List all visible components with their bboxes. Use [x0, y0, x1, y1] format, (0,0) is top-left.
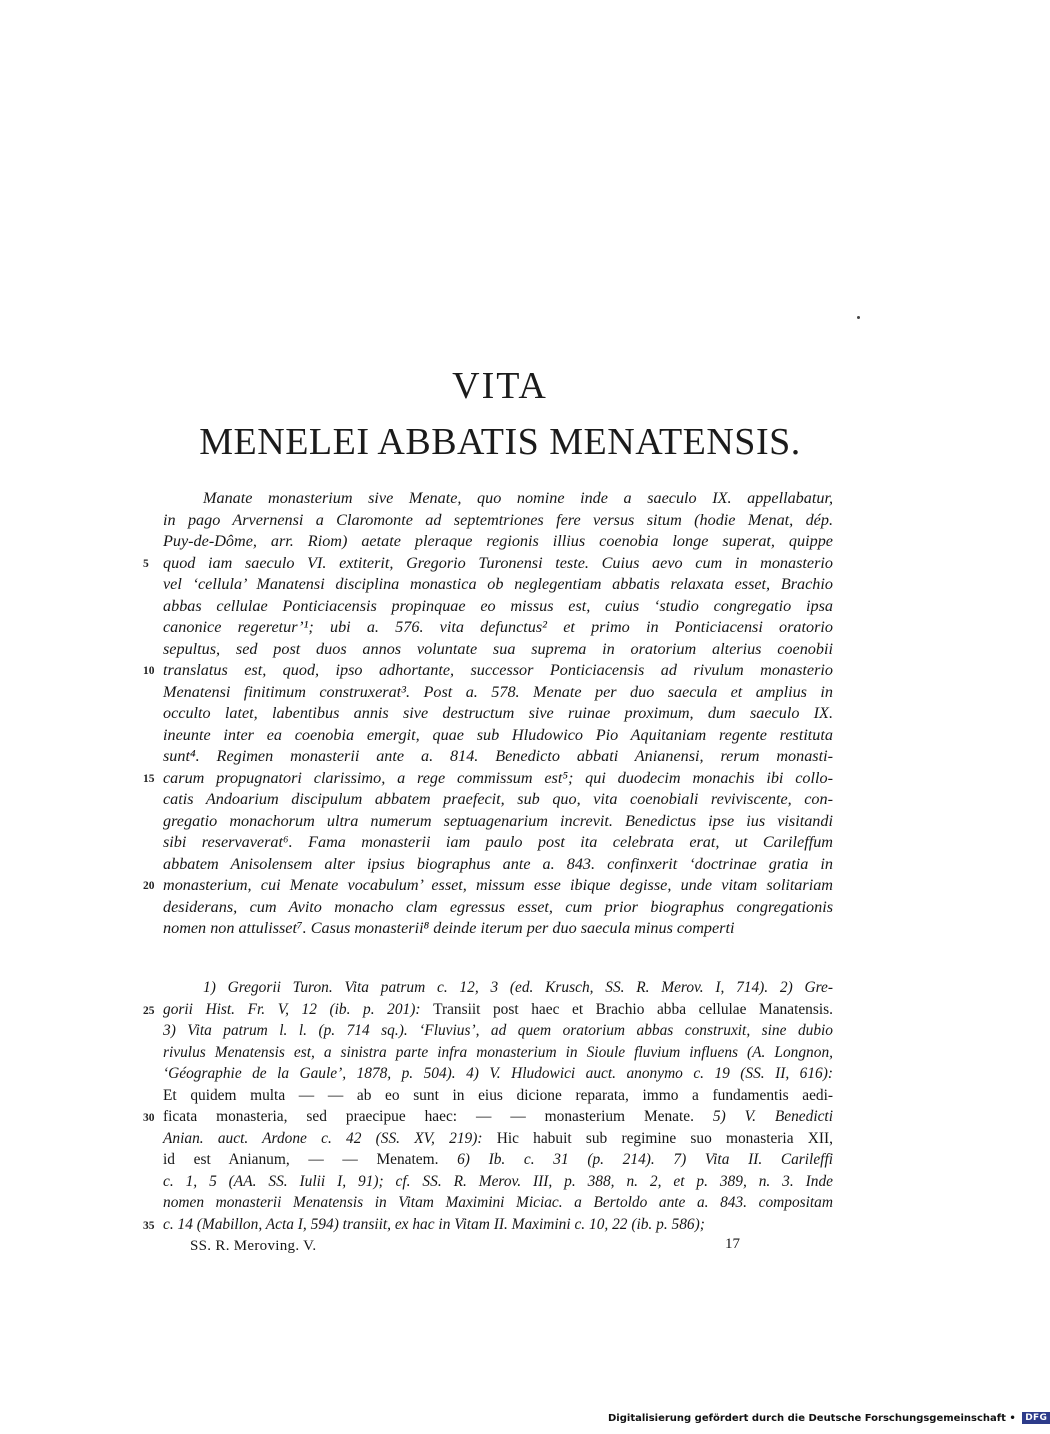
footnote-citation: 3) Vita patrum l. l. (p. 714 sq.). ‘Fluvius’, ad quem oratorium abbas construxit, sine dubio — [163, 1022, 833, 1039]
body-line: ineunte inter ea coenobia emergit, quae sub Hludowico Pio Aquitaniam regente restituta — [163, 725, 833, 744]
footnote-citation: nomen monasterii Menatensis in Vitam Maximini Miciac. a Bertoldo ante a. 843. compositam — [163, 1194, 833, 1211]
footnote-quote: id est Anianum, — — Menatem. — [163, 1151, 458, 1168]
footnote-citation: Anian. auct. Ardone c. 42 (SS. XV, 219): — [163, 1129, 497, 1147]
footnote-line — [163, 1086, 833, 1106]
body-line: sepultus, sed post duos annos voluntate sua suprema in oratorium alterius coenobii — [163, 639, 833, 658]
line-number: 10 — [143, 665, 155, 677]
body-line: desiderans, cum Avito monacho clam egressus esset, cum prior biographus congregationis — [163, 897, 833, 916]
body-line: nomen non attulisset⁷. Casus monasterii⁸ deinde iterum per duo saecula minus comperti — [163, 919, 735, 937]
body-line: canonice regeretur’¹; ubi a. 576. vita defunctus² et primo in Ponticiacensi oratorio — [163, 618, 833, 636]
footnote-quote: Hic habuit sub regimine suo monasteria XII, — [496, 1129, 833, 1147]
footnote-citation: c. 14 (Mabillon, Acta I, 594) transiit, ex hac in Vitam II. Maximini c. 10, 22 (ib. p. 586); — [163, 1215, 705, 1233]
footnote-line — [203, 978, 833, 998]
footnote-line — [163, 1150, 833, 1170]
body-line: vel ‘cellula’ Manatensi disciplina monastica ob neglegentiam abbatis relaxata esset, Brachio — [163, 575, 833, 593]
body-line: Puy-de-Dôme, arr. Riom) aetate pleraque regionis illius coenobia longe superat, quippe — [163, 532, 833, 550]
footnote-line — [163, 1107, 833, 1127]
footnote-line — [163, 1021, 833, 1041]
footnote-citation: 1) Gregorii Turon. Vita patrum c. 12, 3 (ed. Krusch, SS. R. Merov. I, 714). 2) Gre- — [203, 979, 833, 996]
title-line-2: MENELEI ABBATIS MENATENSIS. — [199, 421, 801, 463]
footnote-line — [163, 1064, 833, 1084]
footnote-citation: c. 1, 5 (AA. SS. Iulii I, 91); cf. SS. R. Merov. III, p. 388, n. 2, et p. 389, n. 3. Inde — [163, 1172, 833, 1190]
footnote-line — [163, 1043, 833, 1063]
body-line: catis Andoarium discipulum abbatem praefecit, sub quo, vita coenobiali reviviscente, con- — [163, 790, 833, 808]
footnote-quote: Et quidem multa — — ab eo sunt in eius dicione reparata, immo a fundamentis aedi- — [163, 1086, 833, 1104]
body-line: abbatem Anisolensem alter ipsius biographus ante a. 843. confinxerit ‘doctrinae gratia in — [163, 854, 833, 873]
footnote-quote: ficata monasteria, sed praecipue haec: — — monasterium Menate. — [163, 1108, 713, 1125]
dfg-logo: DFG — [1022, 1412, 1050, 1424]
body-line: sunt⁴. Regimen monasterii ante a. 814. Benedicto abbati Anianensi, rerum monasti- — [163, 747, 833, 765]
footnote-citation: gorii Hist. Fr. V, 12 (ib. p. 201): — [163, 1000, 434, 1018]
body-line: in pago Arvernensi a Claromonte ad septemtriones fere versus situm (hodie Menat, dép. — [163, 510, 833, 529]
footnote-quote: Transiit post haec et Brachio abba cellulae Manatensis. — [433, 1000, 833, 1018]
body-line: quod iam saeculo VI. extiterit, Gregorio Turonensi teste. Cuius aevo cum in monasterio — [163, 553, 833, 572]
line-number: 35 — [143, 1219, 155, 1232]
body-line: occulto latet, labentibus annis sive destructum sive ruinae proximum, dum saeculo IX. — [163, 704, 833, 722]
margin-mark — [857, 316, 860, 319]
page-number: 17 — [725, 1236, 740, 1252]
body-line: gregatio monachorum ultra numerum septuagenarium increvit. Benedictus ipse ius visitandi — [163, 811, 833, 830]
title-line-1: VITA — [452, 365, 548, 407]
footnote-citation: rivulus Menatensis est, a sinistra parte infra monasterium in Sioule fluvium influens (A. Longnon, — [163, 1043, 833, 1061]
body-line: Menatensi finitimum construxerat³. Post a. 578. Menate per duo saecula et amplius in — [163, 682, 833, 701]
footnote-line — [163, 1000, 833, 1020]
digitization-credit — [608, 1412, 1050, 1424]
body-line: monasterium, cui Menate vocabulum’ esset, missum esse ibique degisse, unde vitam solitariam — [163, 876, 833, 894]
line-number: 5 — [143, 557, 149, 570]
body-line: carum propugnatori clarissimo, a rege commissum est⁵; qui duodecim monachis ibi collo- — [163, 768, 833, 787]
footnote-line — [163, 1172, 833, 1192]
line-number: 15 — [143, 772, 155, 785]
body-line: sibi reservaverat⁶. Fama monasterii iam paulo post ita celebrata erat, ut Carileffum — [163, 833, 833, 851]
footnote-line — [163, 1193, 833, 1213]
line-number: 20 — [143, 880, 155, 892]
digitization-text: Digitalisierung gefördert durch die Deutsche Forschungsgemeinschaft • — [608, 1413, 1016, 1424]
body-line: Manate monasterium sive Menate, quo nomine inde a saeculo IX. appellabatur, — [203, 489, 833, 507]
footnote-citation: ‘Géographie de la Gaule’, 1878, p. 504). 4) V. Hludowici auct. anonymo c. 19 (SS. II, 616): — [163, 1065, 833, 1082]
footnote-citation: 6) Ib. c. 31 (p. 214). 7) Vita II. Carileffi — [457, 1151, 833, 1168]
footnote-line — [163, 1215, 833, 1235]
footnote-line — [163, 1129, 833, 1149]
body-line: translatus est, quod, ipso adhortante, successor Ponticiacensis ad rivulum monasterio — [163, 661, 833, 679]
line-number: 30 — [143, 1112, 155, 1124]
footnote-citation: 5) V. Benedicti — [712, 1108, 833, 1125]
line-number: 25 — [143, 1004, 155, 1017]
body-line: abbas cellulae Ponticiacensis propinquae eo missus est, cuius ‘studio congregatio ipsa — [163, 596, 833, 615]
volume-signature: SS. R. Meroving. V. — [190, 1238, 317, 1254]
